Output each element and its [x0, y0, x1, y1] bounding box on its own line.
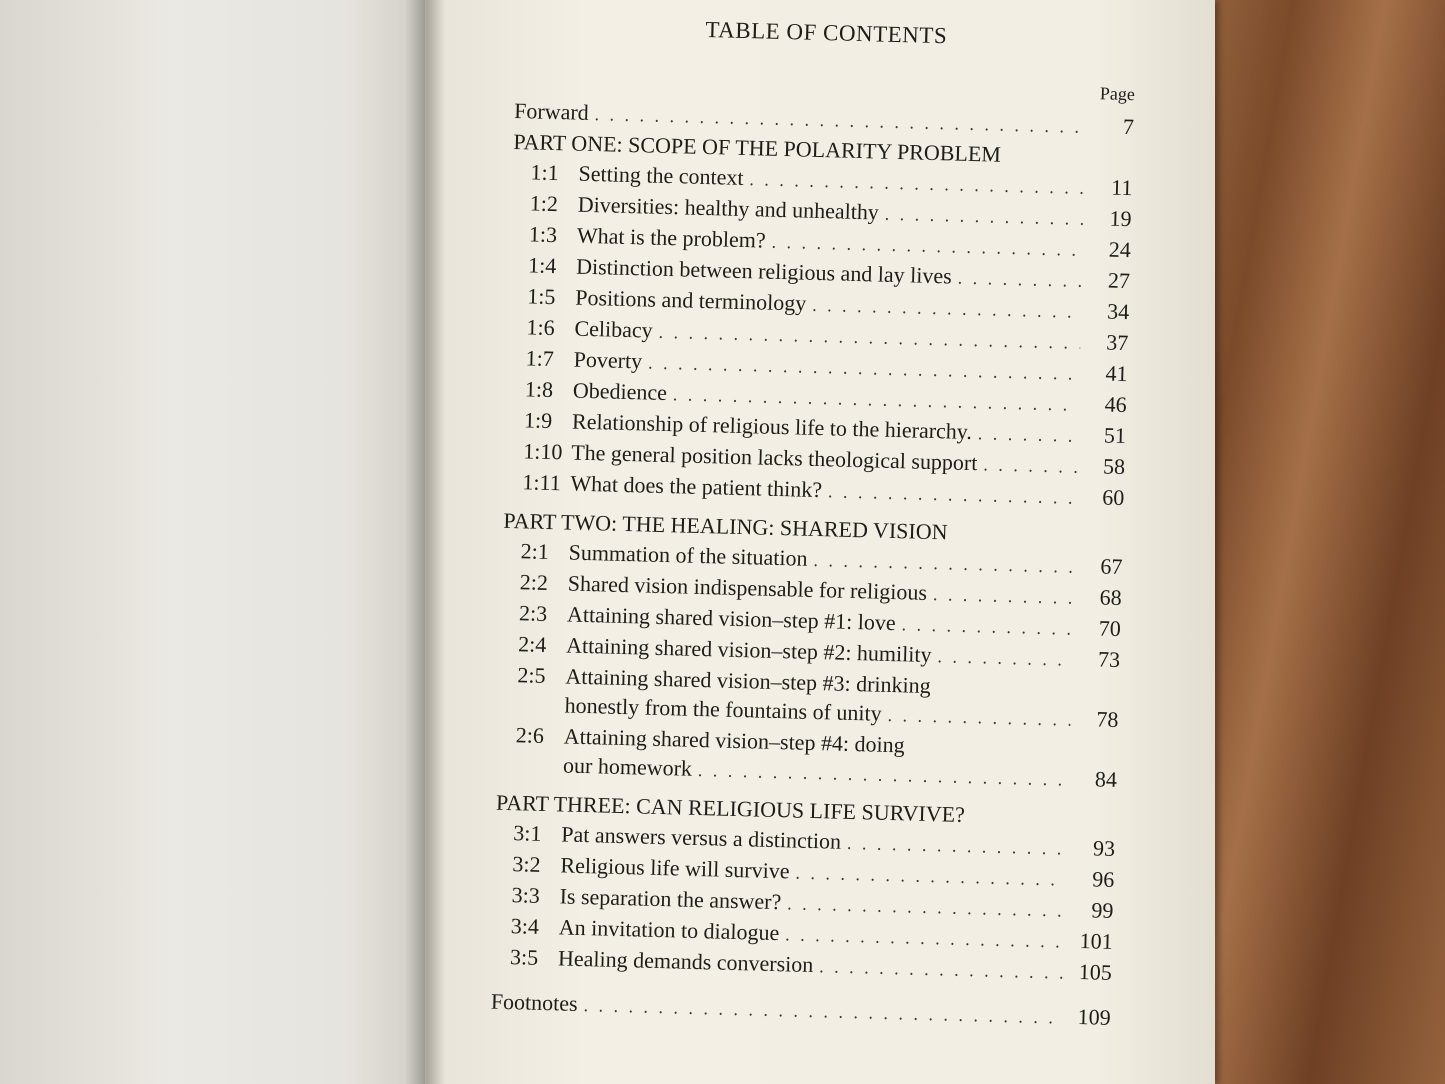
dot-leader [957, 264, 1082, 296]
part-heading: PART THREE: CAN RELIGIOUS LIFE SURVIVE? [495, 789, 966, 827]
entry-page: 105 [1078, 959, 1113, 985]
entry-label: Diversities: healthy and unhealthy [577, 191, 880, 225]
entry-page: 24 [1108, 236, 1132, 263]
entry-page: 101 [1079, 928, 1113, 954]
entry-number: 2:5 [517, 662, 546, 688]
entry-label: The general position lacks theological support [570, 439, 978, 476]
entry-number: 2:4 [517, 631, 547, 657]
part-heading: PART TWO: THE HEALING: SHARED VISION [503, 507, 948, 545]
entry-page: 7 [1122, 113, 1135, 140]
entry-page: 19 [1109, 205, 1132, 232]
dot-leader [884, 200, 1083, 234]
entry-label: Forward [513, 97, 590, 125]
dot-leader [887, 701, 1071, 735]
entry-page: 11 [1110, 174, 1133, 201]
dot-leader [937, 642, 1072, 675]
entry-page: 109 [1077, 1004, 1112, 1030]
entry-number: 3:2 [512, 851, 541, 877]
part-heading: PART ONE: SCOPE OF THE POLARITY PROBLEM [513, 128, 1002, 167]
entry-label: Setting the context [578, 160, 744, 190]
entry-page: 41 [1105, 360, 1128, 387]
entry-label: Healing demands conversion [557, 945, 814, 978]
entry-label: Attaining shared vision–step #2: humility [565, 632, 932, 668]
entry-number: 3:5 [509, 944, 539, 970]
left-page [0, 0, 430, 1084]
entry-page: 96 [1091, 866, 1115, 892]
entry-label-continued: honestly from the fountains of unity [564, 692, 883, 726]
entry-number: 3:4 [510, 913, 540, 939]
entry-label: Pat answers versus a distinction [560, 821, 842, 854]
entry-page: 60 [1101, 484, 1125, 511]
entry-label: Positions and terminology [575, 284, 807, 316]
dot-leader [977, 419, 1078, 451]
entry-number: 1:3 [528, 221, 558, 248]
dot-leader [933, 580, 1074, 613]
entry-page: 46 [1104, 391, 1128, 418]
entry-label: Poverty [573, 346, 643, 374]
wooden-table [1180, 0, 1445, 1084]
entry-label: Religious life will survive [560, 852, 790, 884]
dot-leader [828, 477, 1077, 512]
entry-number: 1:1 [530, 159, 560, 186]
entry-label: Shared vision indispensable for religious [567, 570, 928, 605]
table-of-contents [490, 4, 1136, 1034]
entry-number: 1:8 [524, 376, 554, 403]
entry-page: 78 [1096, 706, 1119, 732]
entry-number: 3:1 [512, 820, 542, 846]
entry-number: 2:3 [518, 600, 548, 626]
dot-leader [847, 829, 1068, 864]
entry-page: 27 [1107, 267, 1131, 294]
dot-leader [983, 450, 1077, 481]
entry-number: 1:2 [529, 190, 559, 217]
entry-number: 1:6 [526, 314, 555, 341]
entry-page: 93 [1092, 835, 1116, 861]
entry-page: 58 [1102, 453, 1126, 480]
entry-number: 2:6 [515, 722, 545, 748]
toc-title: TABLE OF CONTENTS [705, 16, 948, 49]
entry-label: Footnotes [490, 988, 578, 1016]
entry-label: Distinction between religious and lay lives [575, 253, 953, 289]
page-column-header: Page [1099, 83, 1136, 105]
dot-leader [819, 952, 1064, 987]
entry-page: 68 [1099, 584, 1122, 611]
entry-page: 70 [1098, 615, 1122, 642]
entry-label: Attaining shared vision–step #1: love [566, 601, 896, 636]
entry-number: 3:3 [511, 882, 541, 908]
entry-label: Celibacy [574, 315, 654, 343]
entry-label-continued: our homework [562, 752, 693, 781]
entry-number: 2:2 [519, 569, 549, 596]
entry-page: 51 [1103, 422, 1127, 449]
entry-label: What is the problem? [576, 222, 767, 253]
entry-label: Is separation the answer? [559, 883, 782, 915]
entry-label: Attaining shared vision–step #4: doing [563, 723, 906, 758]
entry-page: 34 [1106, 298, 1130, 325]
entry-page: 73 [1097, 646, 1121, 673]
entry-label: Attaining shared vision–step #3: drinking [565, 663, 932, 699]
entry-number: 2:1 [520, 538, 550, 565]
entry-page: 37 [1106, 329, 1129, 356]
entry-number: 1:9 [523, 407, 553, 434]
entry-label: Relationship of religious life to the hierarchy. [571, 408, 973, 445]
entry-number: 1:5 [527, 283, 556, 310]
entry-number: 1:10 [522, 438, 563, 465]
entry-label: An invitation to dialogue [558, 914, 780, 946]
entry-number: 1:7 [525, 345, 555, 372]
book-gutter [405, 0, 445, 1084]
entry-label: Summation of the situation [568, 539, 808, 571]
dot-leader [901, 610, 1073, 643]
entry-page: 84 [1094, 766, 1118, 792]
dot-leader [698, 756, 1070, 795]
entry-page: 99 [1091, 897, 1114, 923]
entry-number: 1:11 [522, 469, 562, 496]
entry-page: 67 [1100, 553, 1123, 580]
entry-label: Obedience [572, 377, 668, 406]
entry-label: What does the patient think? [570, 470, 823, 503]
entry-number: 1:4 [527, 252, 557, 279]
